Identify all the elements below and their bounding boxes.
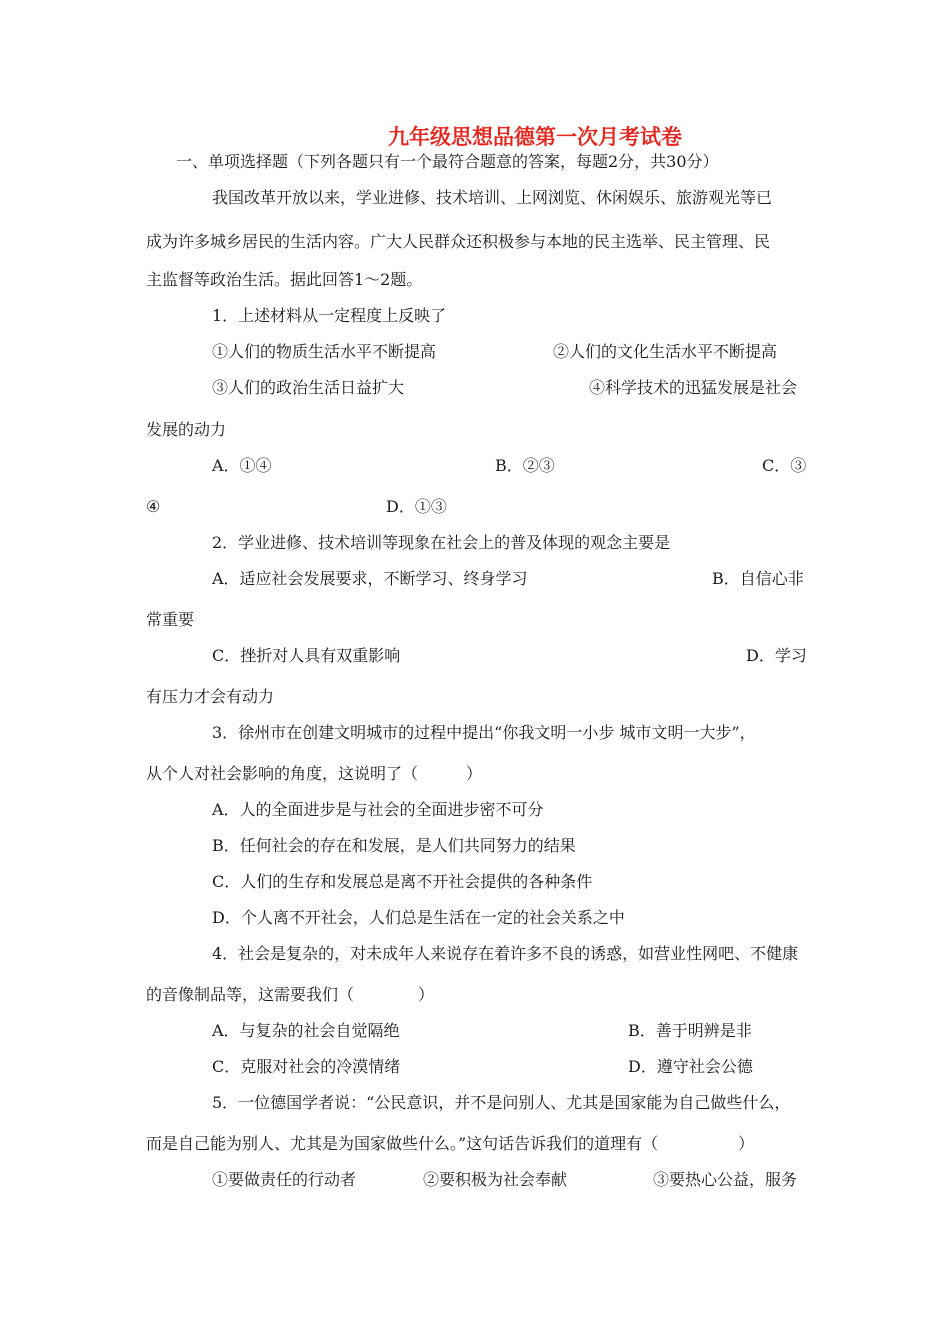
q3-option-a: A．人的全面进步是与社会的全面进步密不可分 — [212, 800, 544, 819]
q3-option-c: C．人们的生存和发展总是离不开社会提供的各种条件 — [212, 872, 593, 891]
q4-stem-cont: 的音像制品等，这需要我们（ ） — [146, 985, 435, 1004]
q2-option-c: C．挫折对人具有双重影响 — [212, 646, 401, 665]
q5-statement-2: ②要积极为社会奉献 — [423, 1170, 568, 1189]
q1-statement-2: ②人们的文化生活水平不断提高 — [553, 342, 778, 361]
q5-stem-cont: 而是自己能为别人、尤其是为国家做些什么。”这句话告诉我们的道理有（ ） — [146, 1134, 755, 1153]
q2-option-d-cont: 有压力才会有动力 — [146, 687, 275, 706]
q1-statement-1: ①人们的物质生活水平不断提高 — [212, 342, 437, 361]
q5-stem: 5．一位德国学者说：“公民意识，并不是问别人、尤其是国家能为自己做些什么， — [212, 1093, 791, 1112]
q1-option-d: D．①③ — [386, 497, 447, 516]
q3-stem-cont: 从个人对社会影响的角度，这说明了（ ） — [146, 764, 483, 783]
q4-option-b: B．善于明辨是非 — [628, 1021, 752, 1040]
q1-option-b: B．②③ — [495, 456, 555, 475]
q1-statement-3: ③人们的政治生活日益扩大 — [212, 378, 405, 397]
q1-statement-4: ④科学技术的迅猛发展是社会 — [589, 378, 798, 397]
q5-statement-3: ③要热心公益，服务 — [653, 1170, 798, 1189]
material-line-1: 我国改革开放以来，学业进修、技术培训、上网浏览、休闲娱乐、旅游观光等已 — [212, 188, 773, 207]
q1-option-c-cont: ④ — [146, 497, 161, 516]
q1-stem: 1．上述材料从一定程度上反映了 — [212, 306, 447, 325]
q4-option-c: C．克服对社会的冷漠情绪 — [212, 1057, 401, 1076]
material-line-2: 成为许多城乡居民的生活内容。广大人民群众还积极参与本地的民主选举、民主管理、民 — [146, 232, 771, 251]
material-line-3: 主监督等政治生活。据此回答1～2题。 — [146, 270, 423, 289]
q2-stem: 2．学业进修、技术培训等现象在社会上的普及体现的观念主要是 — [212, 533, 671, 552]
q5-statement-1: ①要做责任的行动者 — [212, 1170, 357, 1189]
exam-title: 九年级思想品德第一次月考试卷 — [388, 124, 682, 149]
q1-option-c: C．③ — [762, 456, 807, 475]
q1-option-a: A．①④ — [212, 456, 272, 475]
q3-option-d: D．个人离不开社会，人们总是生活在一定的社会关系之中 — [212, 908, 625, 927]
q4-option-d: D．遵守社会公德 — [628, 1057, 753, 1076]
q4-stem: 4．社会是复杂的，对未成年人来说存在着许多不良的诱惑，如营业性网吧、不健康 — [212, 944, 799, 963]
q2-option-d: D．学习 — [746, 646, 807, 665]
q4-option-a: A．与复杂的社会自觉隔绝 — [212, 1021, 400, 1040]
q2-option-b: B．自信心非 — [712, 569, 804, 588]
q3-stem: 3．徐州市在创建文明城市的过程中提出“你我文明一小步 城市文明一大步”， — [212, 723, 756, 742]
section-heading: 一、单项选择题（下列各题只有一个最符合题意的答案，每题2分，共30分） — [176, 152, 719, 171]
q2-option-b-cont: 常重要 — [146, 610, 195, 629]
q1-statement-4-cont: 发展的动力 — [146, 420, 227, 439]
q2-option-a: A．适应社会发展要求，不断学习、终身学习 — [212, 569, 528, 588]
q3-option-b: B．任何社会的存在和发展，是人们共同努力的结果 — [212, 836, 576, 855]
